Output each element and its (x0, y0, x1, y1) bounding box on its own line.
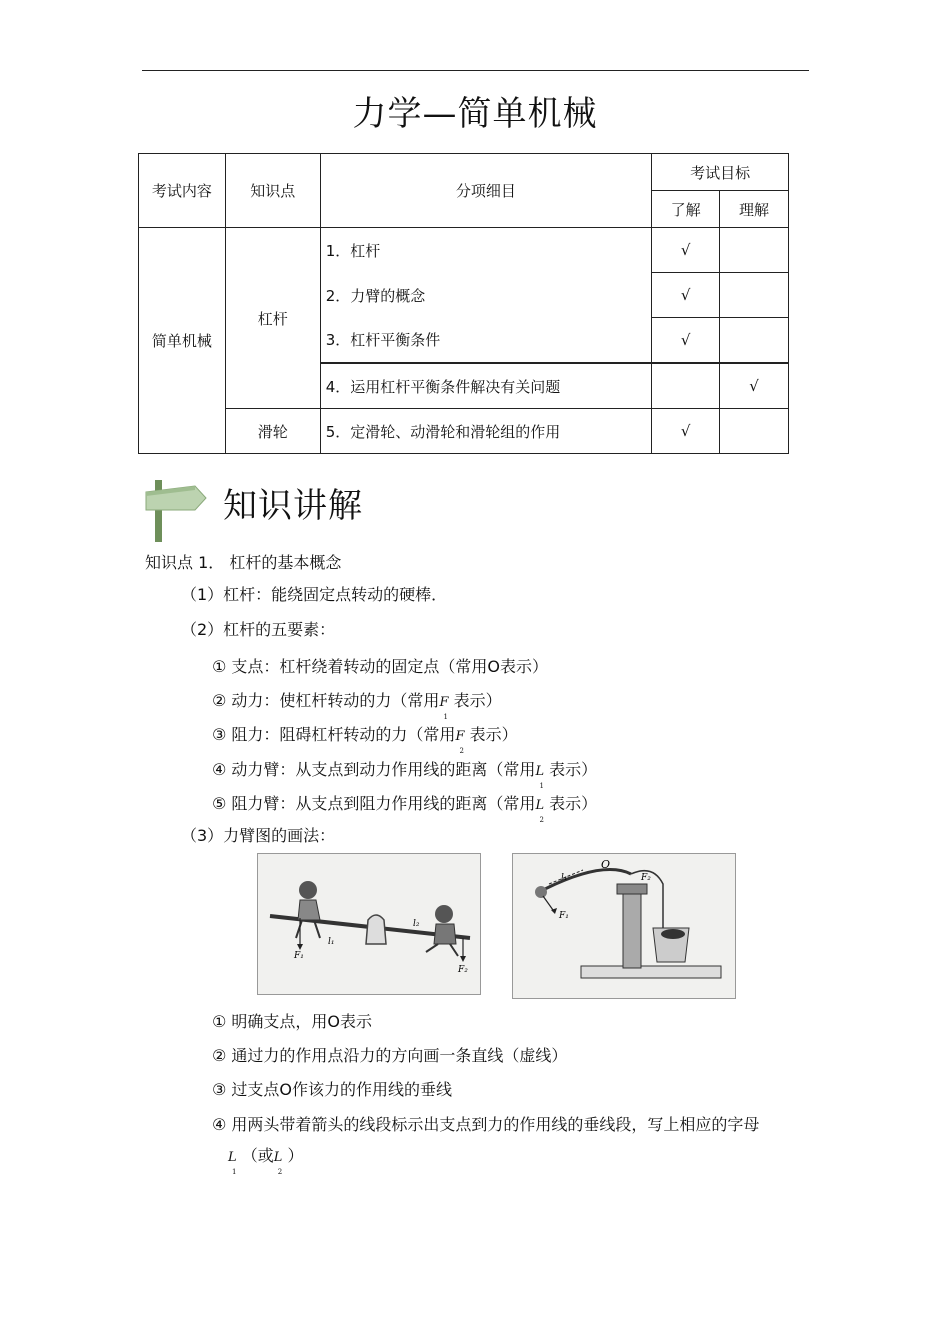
label-f2: F₂ (458, 965, 468, 975)
symbol (535, 798, 545, 824)
page-title: 力学—简单机械 (352, 94, 598, 134)
table-row (139, 228, 789, 273)
symbol-subscript: 1 (232, 1168, 237, 1176)
step-item: ④ 用两头带着箭头的线段标示出支点到力的作用线的垂线段，写上相应的字母 (212, 1115, 760, 1134)
symbol-letter: L (273, 1150, 283, 1165)
label-l2: l₂ (413, 919, 420, 929)
row-understand: √ (652, 409, 720, 454)
header-content: 考试内容 (139, 154, 226, 228)
group-pulley: 滑轮 (225, 409, 320, 454)
symbol (273, 1150, 283, 1176)
table-header-row (139, 154, 789, 191)
element-item: ① 支点：杠杆绕着转动的固定点（常用O表示） (212, 657, 549, 676)
element-text: ） (287, 1146, 304, 1165)
symbol-subscript: 1 (539, 782, 544, 790)
element-item (212, 757, 598, 790)
row-item: 4．运用杠杆平衡条件解决有关问题 (320, 363, 651, 409)
paragraph: （2）杠杆的五要素： (181, 620, 336, 639)
group-lever: 杠杆 (225, 228, 320, 409)
table-row (139, 409, 789, 454)
element-text: （或 (241, 1146, 274, 1165)
exam-table (138, 153, 789, 454)
top-rule (142, 70, 809, 71)
row-item: 3．杠杆平衡条件 (320, 318, 651, 364)
symbol-subscript: 2 (539, 816, 544, 824)
symbol-subscript: 2 (459, 747, 464, 755)
label-f1: F₁ (559, 911, 569, 921)
symbol-subscript: 2 (277, 1168, 283, 1176)
pump-figure (512, 853, 736, 999)
row-item: 5．定滑轮、动滑轮和滑轮组的作用 (320, 409, 651, 454)
row-item: 1．杠杆 (320, 228, 651, 273)
row-comprehend (720, 228, 789, 273)
row-understand: √ (652, 273, 720, 318)
row-comprehend (720, 409, 789, 454)
row-understand: √ (652, 318, 720, 364)
symbol-letter: F (455, 729, 465, 744)
step-item: ① 明确支点，用O表示 (212, 1012, 373, 1031)
label-f2: F₂ (641, 873, 651, 883)
symbol-letter: F (439, 695, 449, 710)
element-text: ③ 阻力：阻碍杠杆转动的力（常用 (212, 725, 456, 744)
label-l1: l₁ (328, 937, 335, 947)
row-comprehend (720, 318, 789, 364)
element-text: 表示） (469, 725, 518, 744)
symbol (455, 729, 465, 755)
element-text: ② 动力：使杠杆转动的力（常用 (212, 691, 440, 710)
header-knowledge: 知识点 (225, 154, 320, 228)
header-comprehend: 理解 (720, 191, 789, 228)
element-text: ⑤ 阻力臂：从支点到阻力作用线的距离（常用 (212, 794, 536, 813)
element-text: 表示） (453, 691, 502, 710)
row-comprehend (720, 273, 789, 318)
symbol-letter: L (535, 764, 545, 779)
header-details: 分项细目 (320, 154, 651, 228)
header-understand: 了解 (652, 191, 720, 228)
label-f1: F₁ (294, 951, 304, 961)
symbol (439, 695, 449, 721)
step-item-continued (228, 1143, 304, 1176)
row-understand: √ (652, 228, 720, 273)
step-item: ③ 过支点O作该力的作用线的垂线 (212, 1080, 453, 1099)
paragraph: （3）力臂图的画法： (181, 826, 336, 845)
element-item (212, 688, 502, 721)
element-text: 表示） (549, 760, 598, 779)
signpost-icon (143, 476, 213, 544)
row-comprehend: √ (720, 363, 789, 409)
element-text: 表示） (549, 794, 598, 813)
symbol-subscript: 1 (443, 713, 448, 721)
header-goal: 考试目标 (652, 154, 789, 191)
symbol-letter: L (535, 798, 545, 813)
row-understand (652, 363, 720, 409)
row-item: 2．力臂的概念 (320, 273, 651, 318)
category-cell: 简单机械 (139, 228, 226, 454)
seesaw-figure (257, 853, 481, 995)
paragraph: （1）杠杆：能绕固定点转动的硬棒． (181, 585, 448, 604)
point-heading: 知识点 1． 杠杆的基本概念 (145, 553, 342, 572)
element-item (212, 722, 518, 755)
section-title: 知识讲解 (223, 486, 363, 526)
symbol (228, 1150, 237, 1176)
symbol-letter: L (228, 1150, 237, 1165)
step-item: ② 通过力的作用点沿力的方向画一条直线（虚线） (212, 1046, 568, 1065)
element-item (212, 791, 598, 824)
symbol (535, 764, 545, 790)
section-header (143, 476, 543, 546)
element-text: ④ 动力臂：从支点到动力作用线的距离（常用 (212, 760, 536, 779)
label-o: O (601, 858, 611, 871)
label-l1: l₁ (561, 873, 568, 883)
